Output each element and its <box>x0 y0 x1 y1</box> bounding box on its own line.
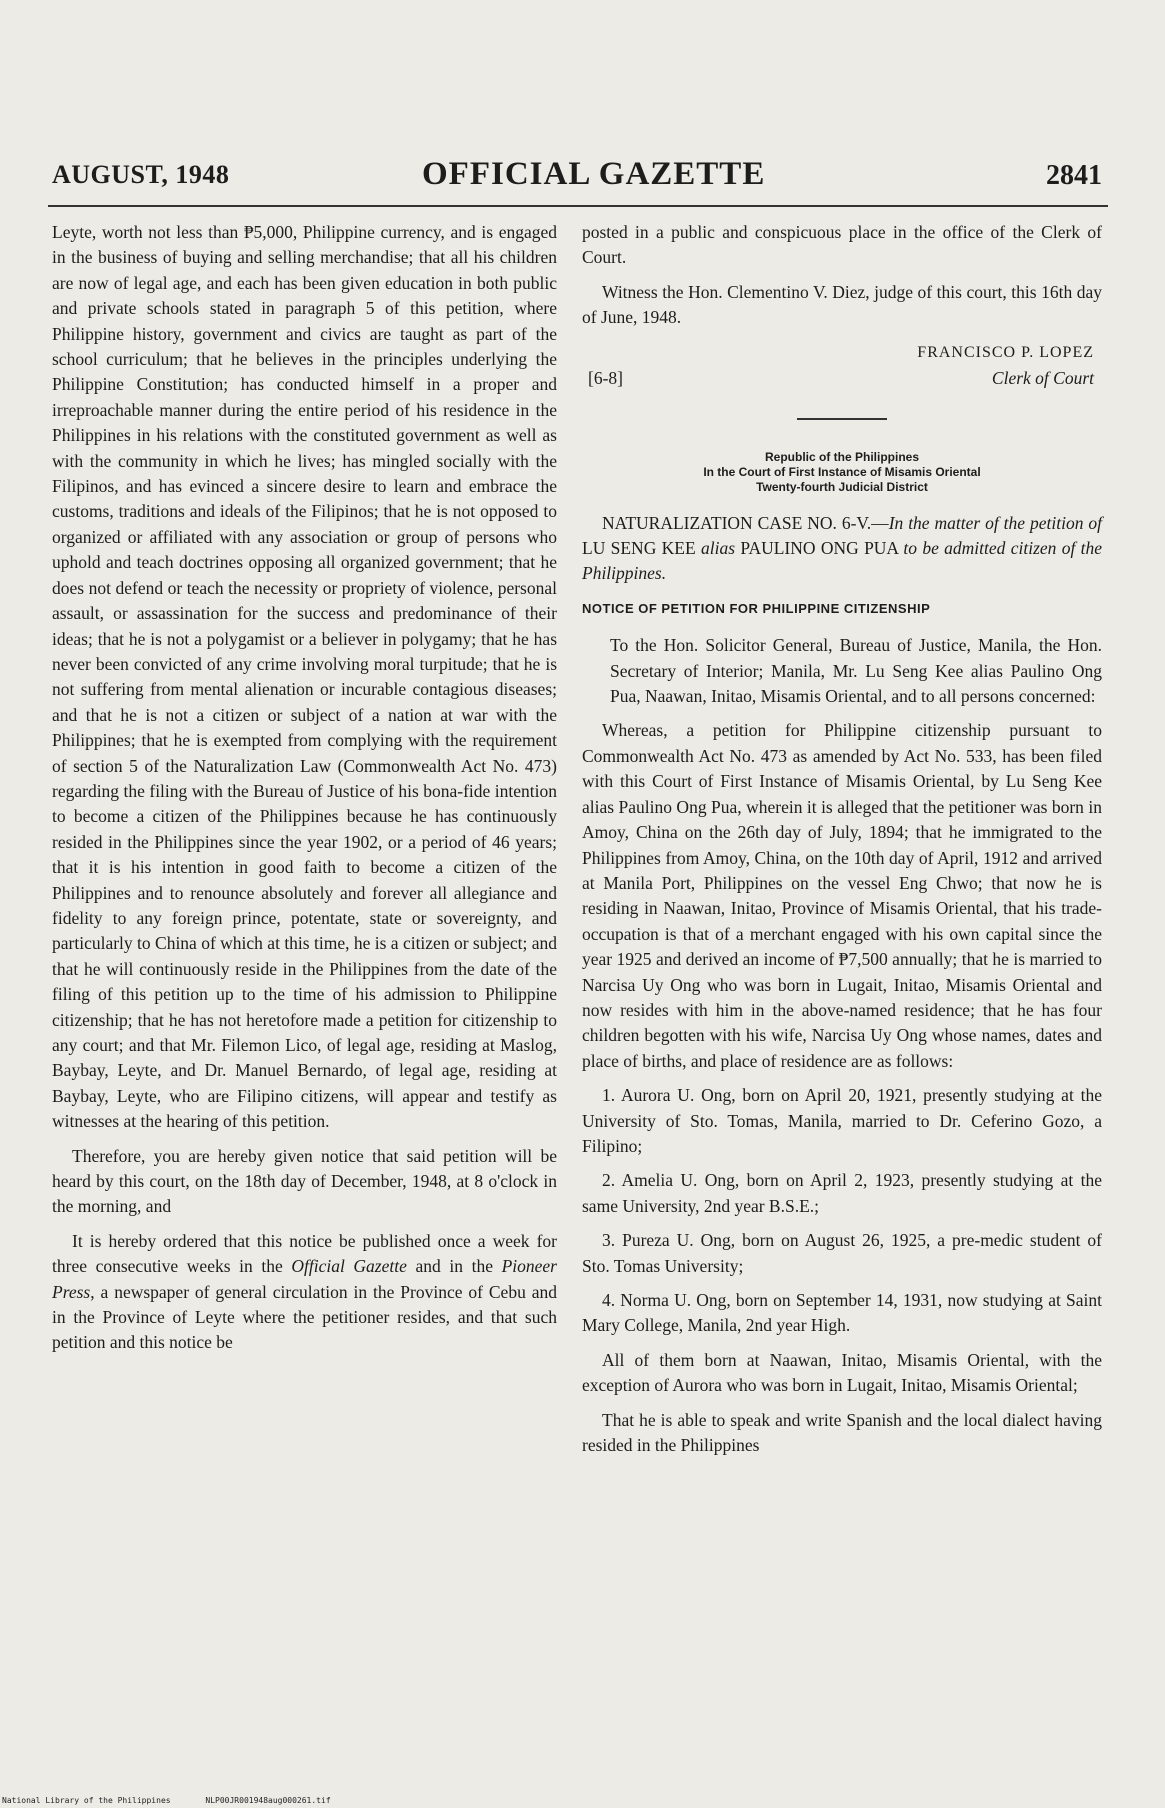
court-line-2: In the Court of First Instance of Misamis Oriental <box>703 464 981 479</box>
section-divider <box>797 418 887 420</box>
library-credit: National Library of the Philippines <box>2 1796 171 1805</box>
child-2: 2. Amelia U. Ong, born on April 2, 1923, presently studying at the same University, 2nd year B.S.E.; <box>582 1170 1102 1216</box>
witness-clause: Witness the Hon. Clementino V. Diez, judge of this court, this 16th day of June, 1948. <box>582 281 1102 328</box>
case-number: NATURALIZATION CASE NO. 6-V.— <box>602 512 889 533</box>
issue-date: AUGUST, 1948 <box>52 160 230 189</box>
scan-footer <box>2 1796 361 1805</box>
right-column <box>582 220 1102 1467</box>
posting-order: posted in a public and conspicuous place in the office of the Clerk of Court. <box>582 222 1102 268</box>
scan-filename: NLP00JR001948aug000261.tif <box>205 1796 331 1805</box>
court-line-1: Republic of the Philippines <box>764 449 919 464</box>
page-number: 2841 <box>1046 160 1102 191</box>
addressees: To the Hon. Solicitor General, Bureau of Justice, Manila, the Hon. Secretary of Interior; Manila, Mr. Lu Seng Kee alias Paulino Ong Pua, Naawan, Initao, Misamis Oriental, and to all persons concerned: <box>610 635 1102 707</box>
signature-block <box>582 340 1102 402</box>
publication-order-a: It is hereby ordered that this notice be published once a week for three consecutive weeks in the <box>52 1230 557 1277</box>
publication-order-c: , a newspaper of general circulation in the Province of Cebu and in the Province of Leyte where the petitioner resides, and that such petition and this notice be <box>52 1281 557 1353</box>
page-header <box>52 156 1102 200</box>
petitioner-name: LU SENG KEE <box>582 538 701 559</box>
case-caption <box>582 511 1102 587</box>
court-line-3: Twenty-fourth Judicial District <box>756 479 928 494</box>
publication-newspaper-name: Pioneer Press <box>52 1256 557 1302</box>
child-1: 1. Aurora U. Ong, born on April 20, 1921, presently studying at the University of Sto. Tomas, Manila, married to Dr. Ceferino Gozo, a Filipino; <box>582 1085 1102 1156</box>
case-matter: In the matter of the petition of <box>888 512 1102 533</box>
child-3: 3. Pureza U. Ong, born on August 26, 1925, a pre-medic student of Sto. Tomas University; <box>582 1230 1102 1276</box>
signer-title: Clerk of Court <box>991 367 1094 388</box>
left-column <box>52 220 557 1365</box>
case-purpose: to be admitted citizen of the Philippines. <box>582 538 1103 584</box>
publication-order <box>52 1229 557 1356</box>
notice-heading: NOTICE OF PETITION FOR PHILIPPINE CITIZENSHIP <box>582 600 931 616</box>
whereas-clause: Whereas, a petition for Philippine citizenship pursuant to Commonwealth Act No. 473 as amended by Act No. 533, has been filed with this Court of First Instance of Misamis Oriental, by Lu Seng Kee alias Paulino Ong Pua, wherein it is alleged that the petitioner was born in Amoy, China on the 26th day of July, 1894; that he immigrated to the Philippines from Amoy, China, on the 10th day of April, 1912 and arrived at Manila Port, Philippines on the vessel Eng Chwo; that now he is residing in Naawan, Initao, Province of Misamis Oriental, that his trade-occupation is that of a merchant engaged with his own capital since the year 1925 and derived an income of ₱7,500 annually; that he is married to Narcisa Uy Ong who was born in Lugait, Initao, Misamis Oriental and now resides with him in the above-named residence; that he has four children begotten with his wife, Narcisa Uy Ong whose names, dates and place of births, and place of residence are as follows: <box>582 720 1102 1071</box>
hearing-notice: Therefore, you are hereby given notice that said petition will be heard by this court, on the 18th day of December, 1948, at 8 o'clock in the morning, and <box>52 1145 557 1217</box>
court-heading <box>582 450 1102 495</box>
case-alias: alias <box>700 538 736 559</box>
publication-code: [6-8] <box>588 367 623 388</box>
publication-title: OFFICIAL GAZETTE <box>422 156 766 192</box>
signer-name: FRANCISCO P. LOPEZ <box>917 343 1094 361</box>
birthplace-clause: All of them born at Naawan, Initao, Misamis Oriental, with the exception of Aurora who was born in Lugait, Initao, Misamis Oriental; <box>582 1349 1102 1396</box>
header-rule <box>48 205 1108 207</box>
petition-allegations: Leyte, worth not less than ₱5,000, Philippine currency, and is engaged in the business of buying and selling merchandise; that all his children are now of legal age, and each has been given education in both public and private schools stated in paragraph 5 of this petition, where Philippine history, government and civics are taught as part of the school curriculum; that he believes in the principles underlying the Philippine Constitution; has conducted himself in a proper and irreproachable manner during the entire period of his residence in the Philippines in his relations with the constituted government as well as with the community in which he lives; has mingled socially with the Filipinos, and has evinced a sincere desire to learn and embrace the customs, traditions and ideals of the Filipinos; that he is not opposed to organized or affiliated with any association or group of persons who uphold and teach doctrines opposing all organized government; that he does not defend or teach the necessity or propriety of violence, personal assault, or assassination for the success and predominance of their ideas; that he is not a polygamist or a believer in polygamy; that he has never been convicted of any crime involving moral turpitude; that he is not suffering from mental alienation or incurable contagious diseases; and that he is not a citizen or subject of a nation at war with the Philippines; that he is exempted from complying with the requirement of section 5 of the Naturalization Law (Commonwealth Act No. 473) regarding the filing with the Bureau of Justice of his bona-fide intention to become a citizen of the Philippines because he has continuously resided in the Philippines since the year 1902, or a period of 46 years; that it is his intention in good faith to become a citizen of the Philippines and to renounce absolutely and forever all allegiance and fidelity to any foreign prince, potentate, state or sovereignty, and particularly to China of which at this time, he is a citizen or subject; and that he will continuously reside in the Philippines from the date of the filing of this petition up to the time of his admission to Philippine citizenship; that he has not heretofore made a petition for citizenship to any court; and that Mr. Filemon Lico, of legal age, residing at Maslog, Baybay, Leyte, and Dr. Manuel Bernardo, of legal age, residing at Baybay, Leyte, who are Filipino citizens, will appear and testify as witnesses at the hearing of this petition. <box>52 222 557 1132</box>
publication-gazette-name: Official Gazette <box>291 1256 407 1277</box>
language-clause: That he is able to speak and write Spanish and the local dialect having resided in the Philippines <box>582 1409 1102 1456</box>
petitioner-alias: PAULINO ONG PUA <box>735 538 904 559</box>
publication-order-b: and in the <box>406 1256 502 1277</box>
child-4: 4. Norma U. Ong, born on September 14, 1931, now studying at Saint Mary College, Manila, 2nd year High. <box>582 1290 1102 1336</box>
